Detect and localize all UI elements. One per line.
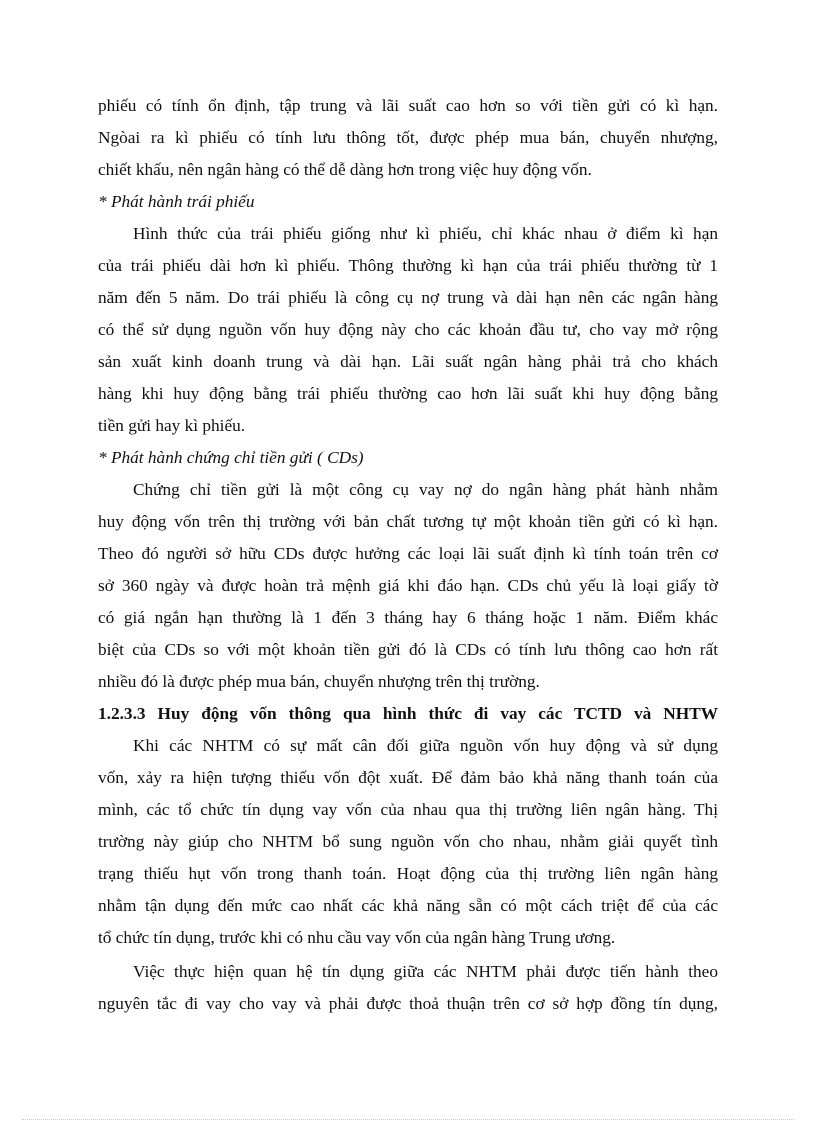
body-text-line: của trái phiếu dài hơn kì phiếu. Thông thường kì hạn của trái phiếu thường từ 1 — [98, 256, 718, 275]
body-text-line: Chứng chỉ tiền gửi là một công cụ vay nợ do ngân hàng phát hành nhằm — [133, 480, 718, 499]
section-heading: 1.2.3.3 Huy động vốn thông qua hình thức đi vay các TCTD và NHTW — [98, 704, 718, 723]
body-text-line: nhằm tận dụng đến mức cao nhất các khả năng sẵn có một cách triệt để của các — [98, 896, 718, 915]
body-text-line: có thể sử dụng nguồn vốn huy động này cho các khoản đầu tư, cho vay mở rộng — [98, 320, 718, 339]
body-text-line: biệt của CDs so với một khoản tiền gửi đó là CDs có tính lưu thông cao hơn rất — [98, 640, 718, 659]
body-text-line: sản xuất kinh doanh trung và dài hạn. Lãi suất ngân hàng phải trả cho khách — [98, 352, 718, 371]
body-text-line: phiếu có tính ổn định, tập trung và lãi suất cao hơn so với tiền gửi có kì hạn. — [98, 96, 718, 115]
body-text-line: tổ chức tín dụng, trước khi có nhu cầu vay vốn của ngân hàng Trung ương. — [98, 928, 616, 947]
body-text-line: Theo đó người sở hữu CDs được hưởng các loại lãi suất định kì tính toán trên cơ — [98, 544, 718, 563]
page-footer-divider — [22, 1119, 794, 1120]
body-text-line: có giá ngắn hạn thường là 1 đến 3 tháng hay 6 tháng hoặc 1 năm. Điểm khác — [98, 608, 718, 627]
body-text-line: Ngòai ra kì phiếu có tính lưu thông tốt, được phép mua bán, chuyển nhượng, — [98, 128, 718, 147]
body-text-line: Khi các NHTM có sự mất cân đối giữa nguồn vốn huy động và sử dụng — [133, 736, 718, 755]
subheading-cds: * Phát hành chứng chỉ tiền gửi ( CDs) — [98, 448, 364, 467]
body-text-line: huy động vốn trên thị trường với bản chất tương tự một khoản tiền gửi có kì hạn. — [98, 512, 718, 531]
body-text-line: trạng thiếu hụt vốn trong thanh toán. Hoạt động của thị trường liên ngân hàng — [98, 864, 718, 883]
subheading-bonds: * Phát hành trái phiếu — [98, 192, 255, 211]
body-text-line: chiết khấu, nên ngân hàng có thể dễ dàng hơn trong việc huy động vốn. — [98, 160, 592, 179]
body-text-line: nguyên tắc đi vay cho vay và phải được thoả thuận trên cơ sở hợp đồng tín dụng, — [98, 994, 718, 1013]
body-text-line: Hình thức của trái phiếu giống như kì phiếu, chỉ khác nhau ở điểm kì hạn — [133, 224, 718, 243]
body-text-line: tiền gửi hay kì phiếu. — [98, 416, 246, 435]
body-text-line: vốn, xảy ra hiện tượng thiếu vốn đột xuất. Để đảm bảo khả năng thanh toán của — [98, 768, 718, 787]
body-text-line: nhiều đó là được phép mua bán, chuyển nhượng trên thị trường. — [98, 672, 540, 691]
body-text-line: mình, các tổ chức tín dụng vay vốn của nhau qua thị trường liên ngân hàng. Thị — [98, 800, 718, 819]
body-text-line: sở 360 ngày và được hoàn trả mệnh giá khi đáo hạn. CDs chủ yếu là loại giấy tờ — [98, 576, 718, 595]
body-text-line: Việc thực hiện quan hệ tín dụng giữa các NHTM phải được tiến hành theo — [133, 962, 718, 981]
body-text-line: năm đến 5 năm. Do trái phiếu là công cụ nợ trung và dài hạn nên các ngân hàng — [98, 288, 718, 307]
body-text-line: trường này giúp cho NHTM bổ sung nguồn vốn cho nhau, nhằm giải quyết tình — [98, 832, 718, 851]
body-text-line: hàng khi huy động bằng trái phiếu thường cao hơn lãi suất khi huy động bằng — [98, 384, 718, 403]
